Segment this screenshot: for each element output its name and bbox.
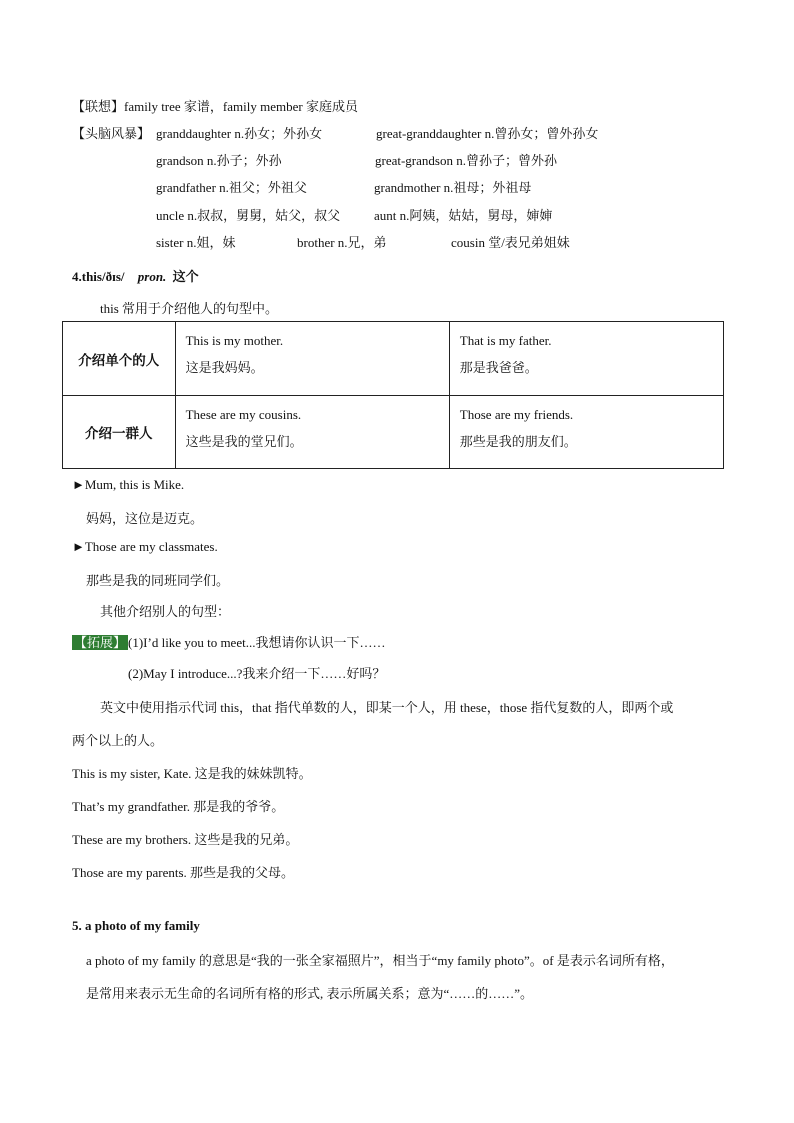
explanation-line: 英文中使用指示代词 this，that 指代单数的人，即某一个人，用 these，those 指代复数的人，即两个或: [100, 700, 674, 715]
example-english: ►Those are my classmates.: [72, 539, 218, 554]
brainstorm-word: great-granddaughter n.曾孙女；曾外孙女: [376, 126, 599, 141]
association-line: [72, 96, 358, 115]
example-chinese: 妈妈，这位是迈克。: [86, 511, 204, 526]
heading-pos: pron.: [137, 269, 167, 284]
section-5-line: 是常用来表示无生命的名词所有格的形式, 表示所属关系；意为“……的……”。: [86, 986, 534, 1001]
brainstorm-word: aunt n.阿姨，姑姑，舅母，婶婶: [374, 208, 553, 223]
section-4-heading: [72, 266, 199, 285]
brainstorm-word: grandfather n.祖父；外祖父: [156, 180, 307, 195]
example-chinese: 那些是我的同班同学们。: [86, 573, 230, 588]
cell-chinese: 那些是我的朋友们。: [459, 434, 577, 449]
row-label: 介绍单个的人: [63, 322, 176, 396]
sentence-example: These are my brothers. 这些是我的兄弟。: [72, 832, 299, 847]
expand-item: (1)I’d like you to meet...我想请你认识一下……: [128, 635, 386, 650]
brainstorm-word: cousin 堂/表兄弟姐妹: [451, 235, 570, 250]
heading-word: 4.this/ðɪs/: [72, 269, 125, 284]
expand-item: (2)May I introduce...?我来介绍一下……好吗？: [128, 666, 386, 681]
cell-english: That is my father.: [459, 333, 552, 348]
brainstorm-word: grandson n.孙子；外孙: [156, 153, 282, 168]
heading-meaning: 这个: [172, 269, 199, 284]
brainstorm-word: grandmother n.祖母；外祖母: [374, 180, 532, 195]
section-5-heading: 5. a photo of my family: [72, 918, 200, 933]
sentence-example: Those are my parents. 那些是我的父母。: [72, 865, 295, 880]
row-label: 介绍一群人: [63, 396, 176, 469]
cell-english: Those are my friends.: [459, 407, 574, 422]
brainstorm-word: uncle n.叔叔，舅舅，姑父，叔父: [156, 208, 341, 223]
brainstorm-word: sister n.姐，妹: [156, 235, 236, 250]
association-tag: 【联想】: [72, 99, 125, 114]
table-row: [63, 322, 724, 396]
expand-tag: 【拓展】: [74, 635, 127, 650]
cell-chinese: 这些是我的堂兄们。: [185, 434, 303, 449]
table-row: [63, 396, 724, 469]
brainstorm-tag: 【头脑风暴】: [72, 126, 151, 141]
brainstorm-word: granddaughter n.孙女；外孙女: [156, 126, 323, 141]
cell-english: This is my mother.: [185, 333, 284, 348]
brainstorm-word: great-grandson n.曾孙子；曾外孙: [375, 153, 557, 168]
sentence-example: This is my sister, Kate. 这是我的妹妹凯特。: [72, 766, 312, 781]
association-text: family tree 家谱，family member 家庭成员: [124, 99, 358, 114]
section-5-line: a photo of my family 的意思是“我的一张全家福照片”，相当于“my family photo”。of 是表示名词所有格，: [86, 953, 674, 968]
expand-line: [72, 632, 385, 651]
example-english: ►Mum, this is Mike.: [72, 477, 185, 492]
cell-chinese: 这是我妈妈。: [185, 360, 264, 375]
sentence-example: That’s my grandfather. 那是我的爷爷。: [72, 799, 285, 814]
usage-note: this 常用于介绍他人的句型中。: [100, 301, 279, 316]
cell-chinese: 那是我爸爸。: [459, 360, 538, 375]
introduction-table: [62, 321, 724, 469]
brainstorm-word: brother n.兄，弟: [297, 235, 387, 250]
cell-english: These are my cousins.: [185, 407, 302, 422]
other-patterns-note: 其他介绍别人的句型：: [100, 604, 231, 619]
explanation-line: 两个以上的人。: [72, 733, 164, 748]
